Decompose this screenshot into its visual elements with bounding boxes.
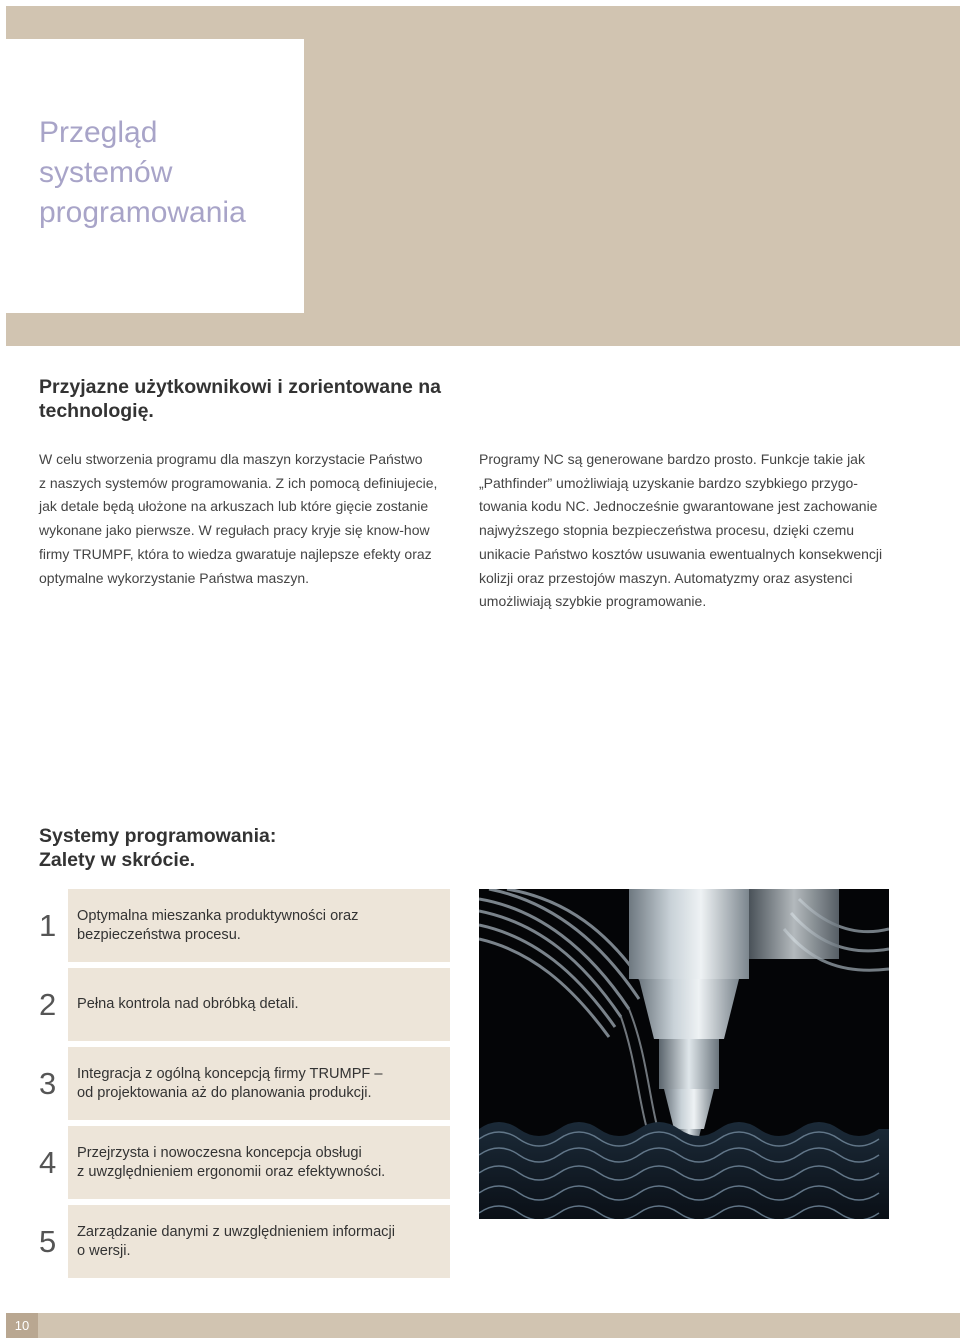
benefit-number: 5: [39, 1224, 57, 1259]
benefit-box: [68, 1126, 450, 1199]
benefit-number: 1: [39, 908, 57, 943]
benefit-item-4: [39, 1126, 450, 1199]
intro-right-line: umożliwiają szybkie programowanie.: [479, 593, 707, 610]
benefit-item-1: [39, 889, 450, 962]
intro-right-line: kolizji oraz przestojów maszyn. Automatyzmy oraz asystenci: [479, 569, 853, 586]
intro-left-line: optymalne wykorzystanie Państwa maszyn.: [39, 569, 309, 586]
benefits-heading: Systemy programowania: Zalety w skrócie.: [39, 825, 277, 871]
laser-cutting-head-photo: [479, 889, 889, 1219]
intro-right-line: najwyższego stopnia bezpieczeństwa procesu, dzięki czemu: [479, 522, 855, 539]
footer-band: [6, 1313, 960, 1338]
intro-right-line: „Pathfinder” umożliwiają uzyskanie bardzo szybkiego przygo-: [479, 474, 858, 491]
intro-right-line: Programy NC są generowane bardzo prosto. Funkcje takie jak: [479, 451, 865, 467]
benefit-item-5: [39, 1205, 450, 1278]
benefit-number: 2: [39, 987, 57, 1022]
intro-right-line: towania kodu NC. Jednocześnie gwarantowane jest zachowanie: [479, 498, 878, 515]
benefit-item-3: [39, 1047, 450, 1120]
intro-left-line: jak detale będą ułożone na arkuszach lub które gięcie zostanie: [39, 498, 429, 515]
intro-right-line: unikacie Państwo kosztów usuwania ewentualnych konsekwencji: [479, 545, 883, 562]
benefit-number: 4: [39, 1145, 57, 1180]
page-title: Przegląd systemów programowania: [39, 116, 246, 229]
benefit-box: [68, 1205, 450, 1278]
intro-paragraph-right: [479, 448, 904, 614]
benefit-text: Integracja z ogólną koncepcją firmy TRUMPF – od projektowania aż do planowania produkcji.: [77, 1065, 383, 1101]
benefit-number: 3: [39, 1066, 57, 1101]
intro-left-line: W celu stworzenia programu dla maszyn korzystacie Państwo: [39, 451, 423, 467]
benefit-box: [68, 968, 450, 1041]
benefit-text: Pełna kontrola nad obróbką detali.: [77, 996, 299, 1012]
intro-heading: Przyjazne użytkownikowi i zorientowane na technologię.: [39, 376, 441, 422]
benefit-item-2: [39, 968, 450, 1041]
intro-left-line: wykonane jako pierwsze. W regułach pracy kryje się know-how: [39, 522, 430, 539]
intro-paragraph-left: [39, 448, 464, 590]
benefit-box: [68, 889, 450, 962]
page-number: 10: [6, 1313, 38, 1338]
intro-left-line: z naszych systemów programowania. Z ich pomocą definiujecie,: [39, 474, 438, 491]
benefit-text: Zarządzanie danymi z uwzględnieniem informacji o wersji.: [77, 1223, 395, 1259]
benefit-text: Przejrzysta i nowoczesna koncepcja obsługi z uwzględnieniem ergonomii oraz efektywności.: [77, 1144, 386, 1180]
benefit-text: Optymalna mieszanka produktywności oraz bezpieczeństwa procesu.: [77, 907, 359, 943]
intro-left-line: firmy TRUMPF, która to wiedza gwaratuje najlepsze efekty oraz: [39, 545, 432, 562]
benefit-box: [68, 1047, 450, 1120]
